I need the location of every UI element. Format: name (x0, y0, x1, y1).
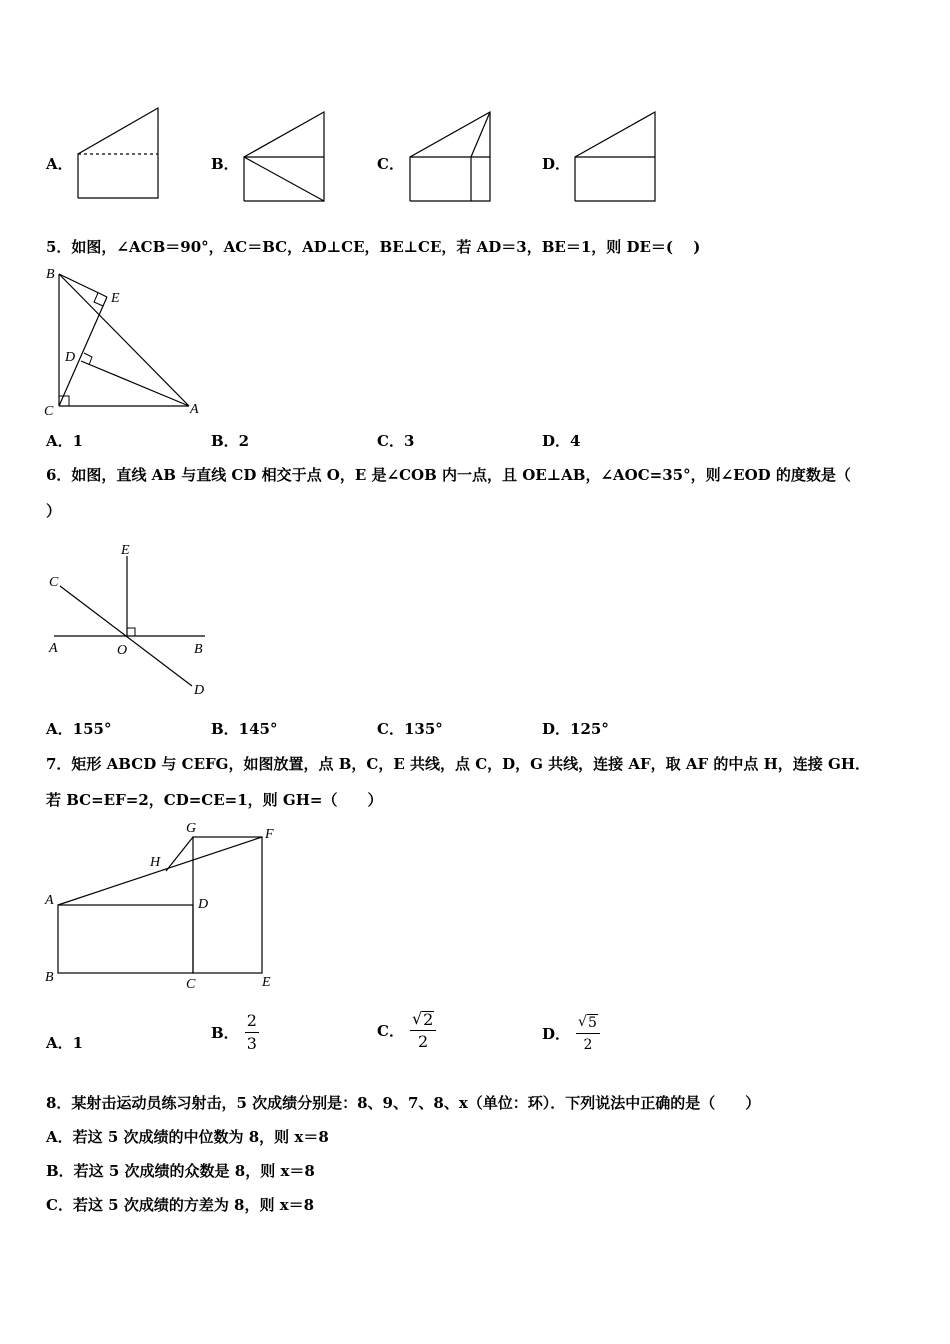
q7-option-d-label: D． (542, 1025, 571, 1043)
q7-option-b-label: B． (211, 1024, 239, 1042)
radical-sign-icon: √ (411, 1009, 423, 1028)
q5-label-c: C (44, 404, 54, 419)
q7-figure (40, 816, 285, 994)
q4-option-b-label: B． (211, 155, 239, 173)
q7-label-d: D (198, 897, 209, 912)
q8-option-a: A．若这 5 次成绩的中位数为 8，则 x＝8 (46, 1128, 329, 1146)
q6-stem-line2: ） (46, 502, 62, 520)
q4-option-c-figure (404, 108, 496, 206)
q7-option-c (377, 1010, 436, 1051)
radical-sign-icon: √ (578, 1014, 587, 1030)
q4-option-c-label: C． (377, 155, 404, 173)
q7-option-d-radicand: 5 (587, 1015, 597, 1031)
q6-label-o: O (117, 643, 128, 658)
q6-label-b: B (194, 642, 203, 657)
q7-option-d-fraction (576, 1013, 600, 1054)
q8-stem: 8．某射击运动员练习射击，5 次成绩分别是：8、9、7、8、x（单位：环）．下列说法中正确的是（ ） (46, 1094, 761, 1112)
q4-option-b-figure (238, 108, 330, 206)
q6-option-a: A．155° (46, 720, 112, 738)
q7-option-d-denominator: 2 (583, 1037, 593, 1053)
q7-label-b: B (45, 970, 54, 985)
q7-option-a-label: A． (46, 1034, 73, 1052)
q7-label-f: F (265, 827, 274, 842)
q7-label-a: A (45, 893, 54, 908)
q6-label-a: A (49, 641, 58, 656)
q4-option-a-label: A． (46, 155, 73, 173)
q5-option-a: A．1 (46, 432, 84, 450)
q5-stem: 5．如图，∠ACB＝90°，AC＝BC，AD⊥CE，BE⊥CE，若 AD＝3，BE＝1，则 DE＝( ) (46, 238, 701, 256)
q4-option-a-figure (72, 104, 164, 204)
q7-label-h: H (150, 855, 161, 870)
q6-option-d: D．125° (542, 720, 609, 738)
q7-option-b-denominator: 3 (246, 1034, 257, 1053)
q5-label-e: E (111, 291, 120, 306)
q8-option-b: B．若这 5 次成绩的众数是 8，则 x＝8 (46, 1162, 315, 1180)
q6-label-e: E (121, 543, 130, 558)
q6-option-b: B．145° (211, 720, 278, 738)
q5-option-d: D．4 (542, 432, 581, 450)
q7-label-g: G (186, 821, 197, 836)
q5-option-c: C．3 (377, 432, 415, 450)
q5-option-b: B．2 (211, 432, 250, 450)
q7-option-a-value: 1 (72, 1034, 84, 1052)
q7-option-b (211, 1012, 259, 1053)
q7-option-c-radicand: 2 (423, 1010, 434, 1029)
q7-stem-line1: 7．矩形 ABCD 与 CEFG，如图放置，点 B，C，E 共线，点 C，D，G 共线，连接 AF，取 AF 的中点 H，连接 GH． (46, 755, 871, 773)
q5-figure (40, 262, 210, 424)
q6-option-c: C．135° (377, 720, 443, 738)
q7-option-c-fraction (410, 1010, 436, 1051)
q6-stem-line1: 6．如图，直线 AB 与直线 CD 相交于点 O，E 是∠COB 内一点，且 OE⊥AB，∠AOC=35°，则∠EOD 的度数是（ (46, 466, 851, 484)
q7-option-d-sqrt (578, 1013, 598, 1031)
q7-option-c-denominator: 2 (418, 1032, 429, 1051)
q8-option-c: C．若这 5 次成绩的方差为 8，则 x＝8 (46, 1196, 315, 1214)
q5-label-d: D (65, 350, 76, 365)
q4-option-d-label: D． (542, 155, 571, 173)
q7-option-c-label: C． (377, 1022, 404, 1040)
q7-label-c: C (186, 977, 196, 992)
q6-figure (40, 536, 220, 702)
q7-stem-line2: 若 BC=EF=2，CD=CE=1，则 GH=（ ） (46, 791, 383, 809)
q7-label-e: E (262, 975, 271, 990)
q4-option-d-figure (569, 108, 661, 206)
q7-option-c-sqrt (412, 1010, 434, 1028)
q5-label-a: A (190, 402, 199, 417)
q6-label-c: C (49, 575, 59, 590)
q7-option-a (46, 1032, 83, 1053)
q7-option-d (542, 1013, 600, 1054)
q7-option-b-numerator: 2 (245, 1012, 259, 1033)
q6-label-d: D (194, 683, 205, 698)
q5-label-b: B (46, 267, 55, 282)
q7-option-b-fraction (245, 1012, 259, 1053)
